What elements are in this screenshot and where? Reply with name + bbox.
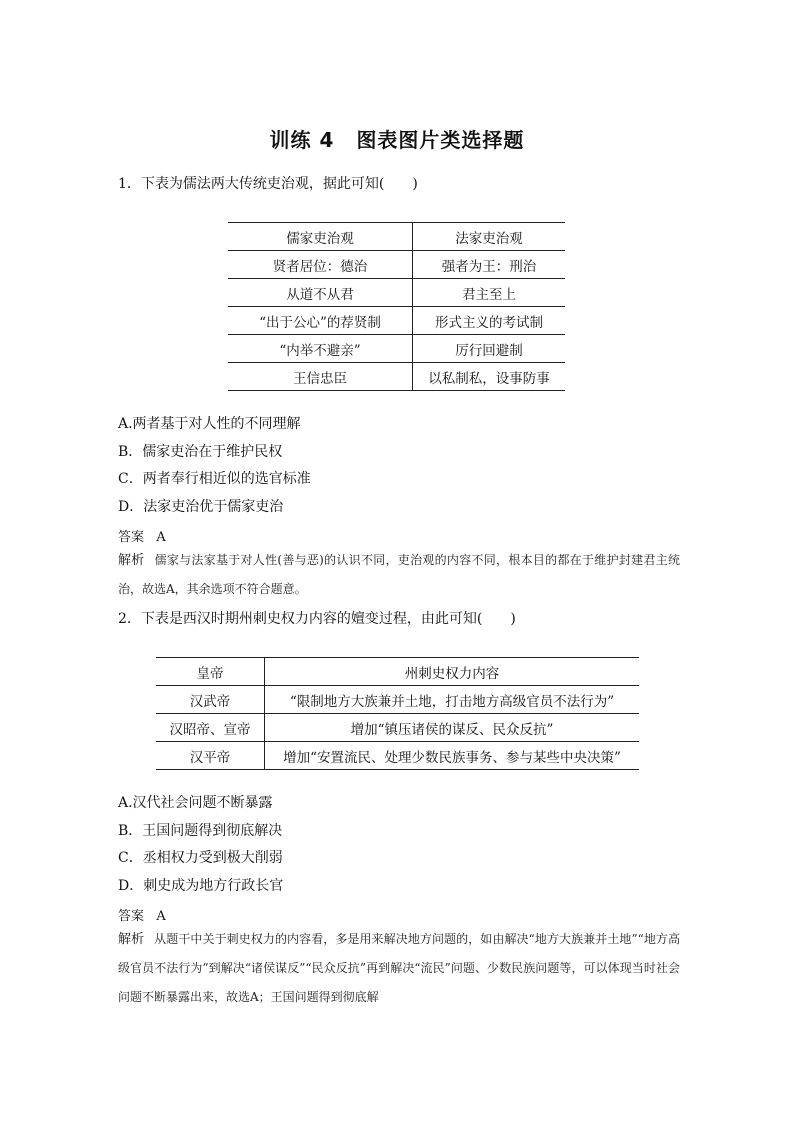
answer-label: 答案: [118, 909, 145, 924]
table-row: [228, 363, 565, 391]
table-cell: 汉昭帝、宣帝: [156, 714, 265, 742]
table-cell: 汉平帝: [156, 742, 265, 770]
table-header-cell: 儒家吏治观: [228, 223, 413, 251]
answer-label: 答案: [118, 530, 145, 545]
question-1-answer: [118, 526, 166, 545]
explanation-label: 解析: [118, 932, 145, 947]
question-1-option-a: A.两者基于对人性的不同理解: [118, 416, 301, 432]
explanation-text: 从题干中关于刺史权力的内容看，多是用来解决地方问题的，如由解决“地方大族兼并土地”“地方高级官员不法行为”到解决“诸侯谋反”“民众反抗”再到解决“流民”问题、少数民族问题等，可以体现当时社会问题不断暴露出来，故选A；王国问题得到彻底解: [118, 932, 680, 1004]
table-row: [156, 686, 639, 714]
table-cell: 形式主义的考试制: [413, 307, 566, 335]
table-cell: 增加“安置流民、处理少数民族事务、参与某些中央决策”: [265, 742, 640, 770]
question-1-table: [228, 222, 565, 391]
table-cell: 从道不从君: [228, 279, 413, 307]
table-row: [228, 307, 565, 335]
question-2-table: [156, 657, 639, 770]
question-1-option-b: B．儒家吏治在于维护民权: [118, 444, 283, 460]
table-row: [228, 279, 565, 307]
table-header-cell: 州刺史权力内容: [265, 658, 640, 686]
answer-value: A: [156, 909, 166, 924]
question-1-stem: 1．下表为儒法两大传统吏治观，据此可知( ): [118, 176, 418, 192]
table-cell: 君主至上: [413, 279, 566, 307]
table-cell: 以私制私，设事防事: [413, 363, 566, 391]
question-1-option-d: D．法家吏治优于儒家吏治: [118, 499, 284, 515]
question-2-option-b: B．王国问题得到彻底解决: [118, 823, 283, 839]
table-header-row: [228, 223, 565, 251]
question-2-option-a: A.汉代社会问题不断暴露: [118, 795, 273, 811]
table-cell: 贤者居位：德治: [228, 251, 413, 279]
question-2-option-d: D．刺史成为地方行政长官: [118, 878, 284, 894]
table-cell: 汉武帝: [156, 686, 265, 714]
answer-value: A: [156, 530, 166, 545]
table-cell: 增加“镇压诸侯的谋反、民众反抗”: [265, 714, 640, 742]
title-text: 图表图片类选择题: [356, 128, 525, 152]
explanation-label: 解析: [118, 553, 145, 568]
table-cell: “内举不避亲”: [228, 335, 413, 363]
table-cell: 强者为王：刑治: [413, 251, 566, 279]
explanation-text: 儒家与法家基于对人性(善与恶)的认识不同，吏治观的内容不同，根本目的都在于维护封建君主统治，故选A，其余选项不符合题意。: [118, 553, 680, 596]
table-row: [228, 251, 565, 279]
title-number: 训练 4: [269, 128, 335, 152]
table-cell: 王信忠臣: [228, 363, 413, 391]
question-2-explanation: [118, 925, 680, 1012]
table-row: [156, 714, 639, 742]
table-cell: “出于公心”的荐贤制: [228, 307, 413, 335]
question-2-stem: 2．下表是西汉时期州刺史权力内容的嬗变过程，由此可知( ): [118, 611, 516, 627]
question-1-option-c: C．两者奉行相近似的选官标准: [118, 471, 311, 487]
table-row: [156, 742, 639, 770]
table-cell: “限制地方大族兼并土地，打击地方高级官员不法行为”: [265, 686, 640, 714]
table-row: [228, 335, 565, 363]
question-1-explanation: [118, 546, 680, 604]
table-header-cell: 皇帝: [156, 658, 265, 686]
question-2-answer: [118, 905, 166, 924]
table-cell: 厉行回避制: [413, 335, 566, 363]
page-title: [0, 124, 794, 153]
question-2-option-c: C．丞相权力受到极大削弱: [118, 850, 283, 866]
table-header-row: [156, 658, 639, 686]
table-header-cell: 法家吏治观: [413, 223, 566, 251]
